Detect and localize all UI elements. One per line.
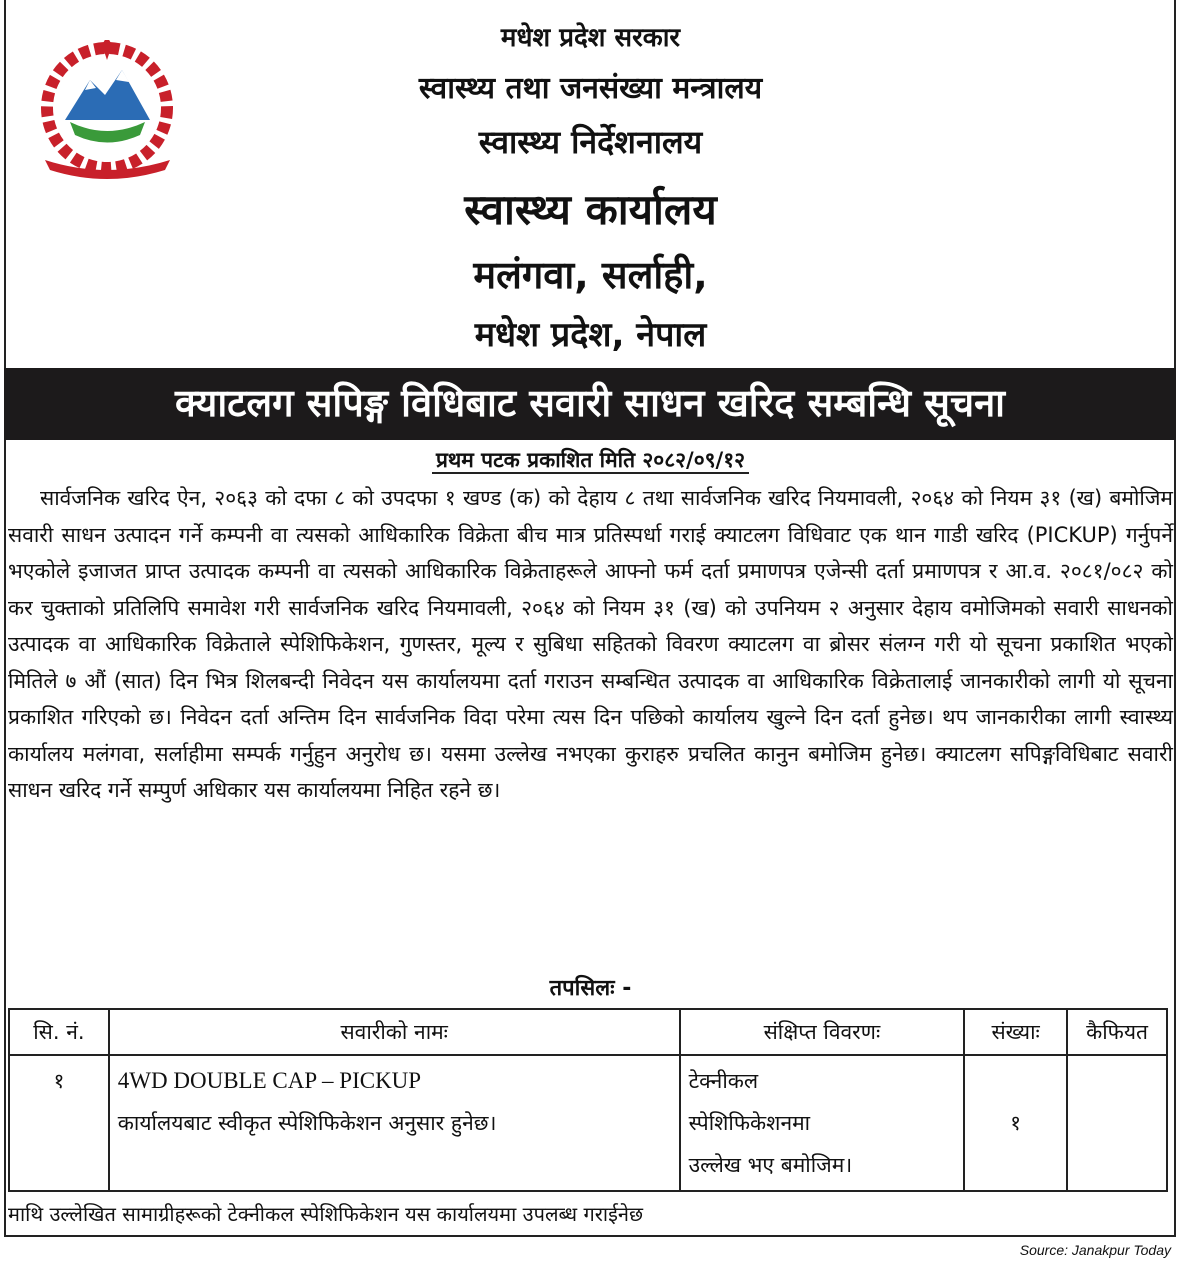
col-header-sn: सि. नं. <box>9 1009 109 1055</box>
col-header-vehicle-name: सवारीको नामः <box>109 1009 680 1055</box>
cell-vehicle-name <box>109 1055 680 1191</box>
schedule-table <box>8 1008 1168 1192</box>
col-header-quantity: संख्याः <box>964 1009 1067 1055</box>
vehicle-note: कार्यालयबाट स्वीकृत स्पेशिफिकेशन अनुसार हुनेछ। <box>117 1111 497 1135</box>
schedule-label: तपसिलः - <box>549 976 632 1001</box>
description-line: स्पेशिफिकेशनमा <box>688 1111 811 1135</box>
header-line-government: मधेश प्रदेश सरकार <box>500 23 681 53</box>
footer-note: माथि उल्लेखित सामाग्रीहरूको टेक्नीकल स्पेशिफिकेशन यस कार्यालयमा उपलब्ध गराईनेछ <box>8 1202 644 1226</box>
notice-title-banner: क्याटलग सपिङ्ग विधिबाट सवारी साधन खरिद सम्बन्धि सूचना <box>4 368 1176 440</box>
col-header-description: संक्षिप्त विवरणः <box>680 1009 965 1055</box>
source-credit: Source: Janakpur Today <box>1019 1242 1171 1258</box>
header-line-directorate: स्वास्थ्य निर्देशनालय <box>478 123 703 161</box>
notice-body: सार्वजनिक खरिद ऐन, २०६३ को दफा ८ को उपदफा १ खण्ड (क) को देहाय ८ तथा सार्वजनिक खरिद नियमावली, २०६४ को नियम ३१ (ख) बमोजिम सवारी साधन उत्पादन गर्ने कम्पनी वा त्यसको आधिकारिक विक्रेता बीच मात्र प्रतिस्पर्धा गराई क्याटलग विधिवाट एक थान गाडी खरिद (PICKUP) गर्नुपर्ने भएकोले इजाजत प्राप्त उत्पादक कम्पनी वा त्यसको आधिकारिक विक्रेताहरूले आफ्नो फर्म दर्ता प्रमाणपत्र एजेन्सी दर्ता प्रमाणपत्र र आ.व. २०८१/०८२ को कर चुक्ताको प्रतिलिपि समावेश गरी सार्वजनिक खरिद नियमावली, २०६४ को नियम ३१ (ख) को उपनियम २ अनुसार देहाय वमोजिमको सवारी साधनको उत्पादक वा आधिकारिक विक्रेताले स्पेशिफिकेशन, गुणस्तर, मूल्य र सुबिधा सहितको विवरण क्याटलग वा ब्रोसर संलग्न गरी यो सूचना प्रकाशित भएको मितिले ७ औं (सात) दिन भित्र शिलबन्दी निवेदन यस कार्यालयमा दर्ता गराउन सम्बन्धित उत्पादक वा आधिकारिक विक्रेतालाई जानकारीको लागी यो सूचना प्रकाशित गरिएको छ। निवेदन दर्ता अन्तिम दिन सार्वजनिक विदा परेमा त्यस दिन पछिको कार्यालय खुल्ने दिन दर्ता हुनेछ। थप जानकारीका लागी स्वास्थ्य कार्यालय मलंगवा, सर्लाहीमा सम्पर्क गर्नुहुन अनुरोध छ। यसमा उल्लेख नभएका कुराहरु प्रचलित कानुन बमोजिम हुनेछ। क्याटलग सपिङ्गविधिबाट सवारी साधन खरिद गर्ने सम्पुर्ण अधिकार यस कार्यालयमा निहित रहने छ। <box>8 486 1173 802</box>
publication-date <box>0 446 1181 474</box>
cell-quantity: १ <box>964 1055 1067 1191</box>
description-line: उल्लेख भए बमोजिम। <box>688 1153 853 1177</box>
cell-sn: १ <box>9 1055 109 1191</box>
header-line-office: स्वास्थ्य कार्यालय <box>464 185 717 234</box>
header-line-province: मधेश प्रदेश, नेपाल <box>474 315 707 355</box>
description-line: टेक्नीकल <box>688 1069 759 1093</box>
header-line-ministry: स्वास्थ्य तथा जनसंख्या मन्त्रालय <box>418 71 763 106</box>
publication-date-text: प्रथम पटक प्रकाशित मिति २०८२/०९/१२ <box>432 448 749 474</box>
vehicle-name: 4WD DOUBLE CAP – PICKUP <box>117 1068 422 1093</box>
cell-remarks <box>1067 1055 1167 1191</box>
table-row <box>9 1055 1167 1191</box>
col-header-remarks: कैफियत <box>1067 1009 1167 1055</box>
header-line-location: मलंगवा, सर्लाही, <box>473 253 708 297</box>
cell-description <box>680 1055 965 1191</box>
table-header-row <box>9 1009 1167 1055</box>
